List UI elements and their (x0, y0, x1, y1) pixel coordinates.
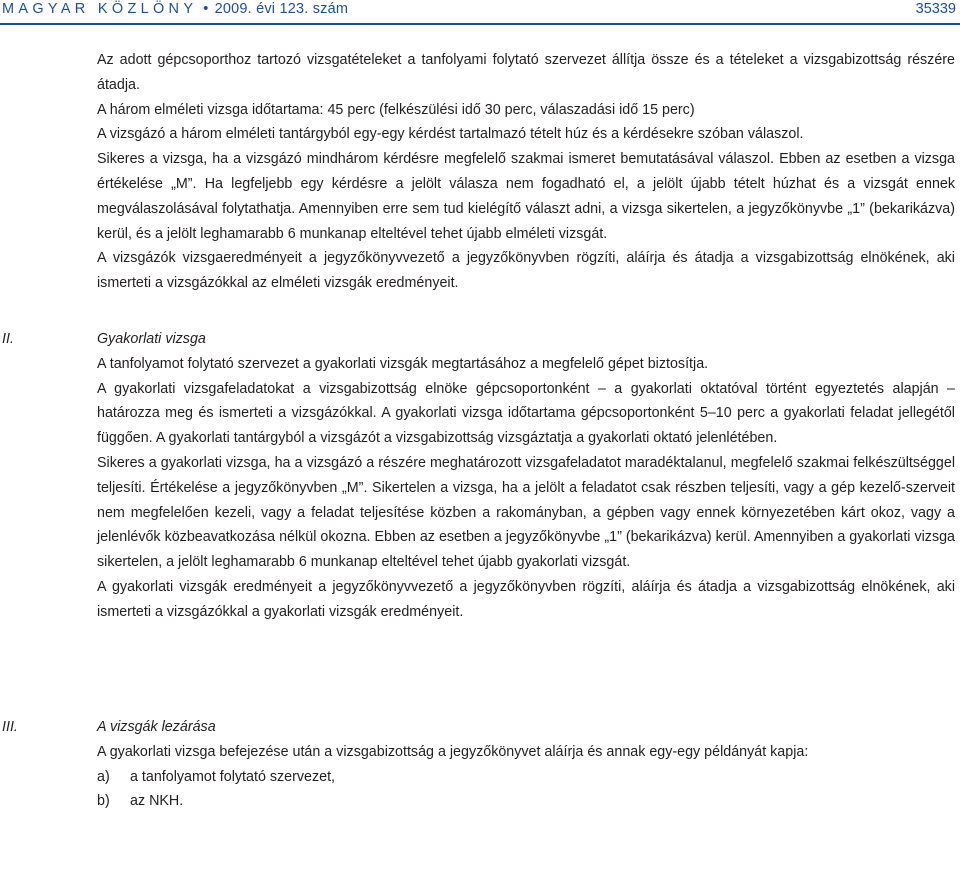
list-item (97, 789, 955, 814)
list-item-text: az NKH. (130, 793, 184, 810)
bullet-separator: • (203, 1, 209, 17)
practical-section (97, 327, 955, 625)
page-header (0, 0, 960, 22)
paragraph: Az adott gépcsoporthoz tartozó vizsgatételeket a tanfolyami folytató szervezet állítja össze és a tételeket a vizsgabizottság részére átadja. (97, 52, 955, 93)
paragraph: A három elméleti vizsga időtartama: 45 perc (felkészülési idő 30 perc, válaszadási idő 15 perc) (97, 101, 695, 118)
list-item-label: a) (97, 768, 110, 785)
list-item-label: b) (97, 793, 110, 810)
section-title: Gyakorlati vizsga (97, 331, 206, 347)
issue-label: 2009. évi 123. szám (214, 1, 349, 17)
paragraph: Sikeres a vizsga, ha a vizsgázó mindhárom kérdésre megfelelő szakmai ismeret bemutatásával válaszol. Ebben az esetben a vizsga értékelése „M”. Ha legfeljebb egy kérdésre a jelölt válasza nem fogadható el, a jelölt újabb tételt húzhat és a vizsgát ennek megválaszolásával folytathatja. Amennyiben erre sem tud kielégítő választ adni, a vizsga sikertelen, a jegyzőkönyvbe „1” (bekarikázva) kerül, és a jelölt leghamarabb 6 munkanap elteltével tehet újabb elméleti vizsgát. (97, 151, 955, 242)
section-title: A vizsgák lezárása (97, 719, 216, 735)
paragraph: A tanfolyamot folytató szervezet a gyakorlati vizsgák megtartásához a megfelelő gépet biztosítja. (97, 355, 709, 372)
list-item-text: a tanfolyamot folytató szervezet, (130, 768, 336, 785)
theory-section (97, 48, 955, 296)
section-number: III. (2, 719, 18, 735)
paragraph: Sikeres a gyakorlati vizsga, ha a vizsgázó a részére meghatározott vizsgafeladatot maradéktalanul, megfelelő szakmai felkészültséggel teljesíti. Értékelése a jegyzőkönyvben „M”. Sikertelen a vizsga, ha a jelölt a feladatot csak részben teljesíti, vagy a gép kezelő-szerveit nem megfelelően kezeli, vagy a feladat teljesítése közben a rakományban, a gépben vagy ennek környezetében kárt okoz, vagy a jelenlévők közbeavatkozása nélkül okozna. Ebben az esetben a jegyzőkönyvbe „1” (bekarikázva) kerül. Amennyiben a gyakorlati vizsga sikertelen, a jelölt leghamarabb 6 munkanap elteltével tehet újabb gyakorlati vizsgát. (97, 454, 955, 571)
closing-section (97, 715, 955, 814)
paragraph: A vizsgázó a három elméleti tantárgyból egy-egy kérdést tartalmazó tételt húz és a kérdésekre szóban válaszol. (97, 126, 804, 143)
paragraph: A gyakorlati vizsgák eredményeit a jegyzőkönyvvezető a jegyzőkönyvben rögzíti, aláírja és átadja a vizsgabizottság elnökének, aki ismerteti a vizsgázókkal a gyakorlati vizsgák eredményeit. (97, 578, 955, 620)
section-number: II. (2, 331, 14, 347)
paragraph: A gyakorlati vizsga befejezése után a vizsgabizottság a jegyzőkönyvet aláírja és annak egy-egy példányát kapja: (97, 743, 809, 760)
paragraph: A vizsgázók vizsgaeredményeit a jegyzőkönyvvezető a jegyzőkönyvben rögzíti, aláírja és átadja a vizsgabizottság elnökének, aki ismerteti a vizsgázókkal az elméleti vizsgák eredményeit. (97, 250, 955, 292)
running-head (2, 1, 348, 17)
page-number: 35339 (915, 1, 956, 17)
header-rule (0, 23, 960, 25)
paragraph: A gyakorlati vizsgafeladatokat a vizsgabizottság elnöke gépcsoportonként – a gyakorlati oktatóval történt egyeztetés alapján – határozza meg és ismerteti a vizsgázókkal. A gyakorlati vizsga időtartama gépcsoportonként 5–10 perc a gyakorlati feladat jellegétől függően. A gyakorlati tantárgyból a vizsgázót a vizsgabizottság vizsgáztatja a gyakorlati oktató jelenlétében. (97, 380, 955, 447)
journal-title: MAGYAR KÖZLÖNY (2, 1, 198, 17)
list-item (97, 765, 955, 790)
